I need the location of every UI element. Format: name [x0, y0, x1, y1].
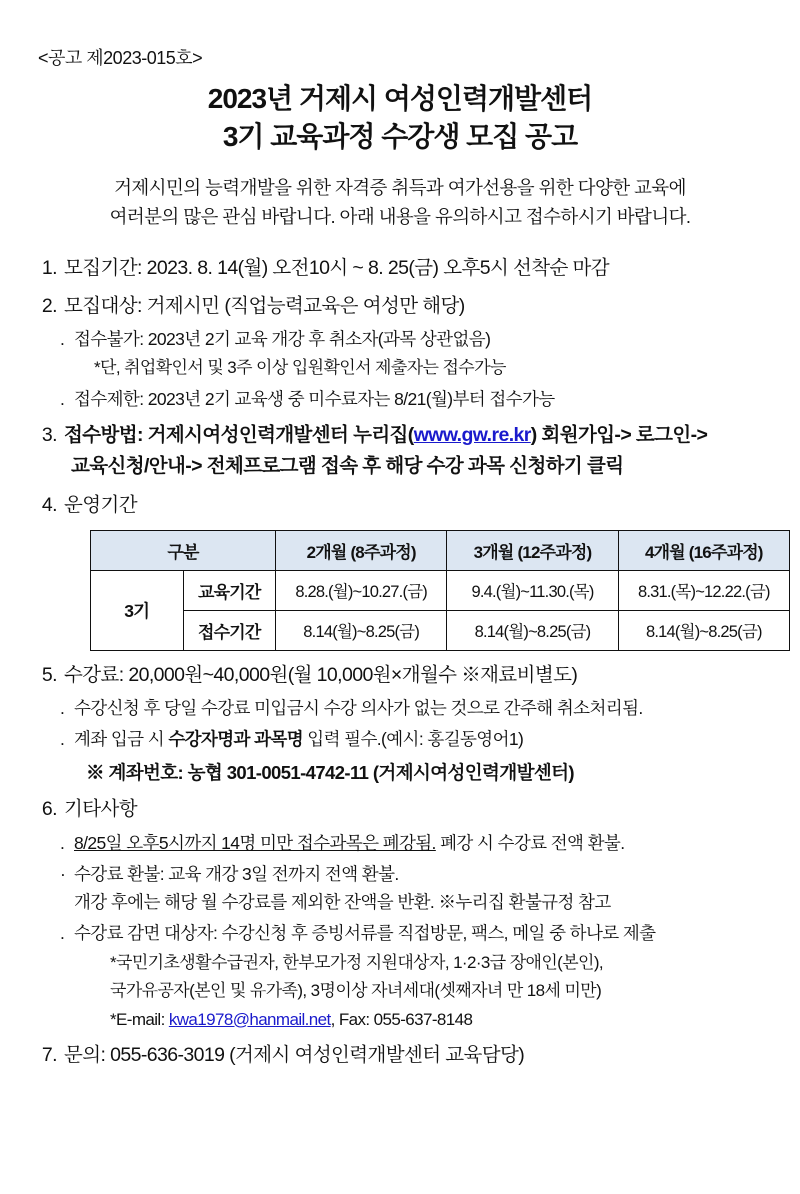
item6-sub-1-underlined: 8/25일 오후5시까지 14명 미만 접수과목은 폐강됨.: [74, 832, 436, 853]
item6-sub-1: [38, 830, 762, 856]
bullet-dot: .: [60, 329, 65, 349]
section-number-7: 7.: [41, 1044, 57, 1066]
section-number-3: 3.: [41, 424, 57, 446]
item3-line-2: 교육신청/안내-> 전체프로그램 접속 후 해당 수강 과목 신청하기 클릭: [71, 455, 624, 478]
title-line-2: 3기 교육과정 수강생 모집 공고: [222, 121, 578, 153]
email-line: [38, 1007, 762, 1033]
cell-0-0: 8.28.(월)~10.27.(금): [276, 570, 447, 610]
cell-1-1: 8.14(월)~8.25(금): [447, 610, 618, 650]
section-item-2: [38, 292, 762, 321]
section-text-6: 기타사항: [64, 798, 137, 821]
item6-sub-1-rest: 폐강 시 수강료 전액 환불.: [435, 832, 625, 853]
intro-paragraph: [38, 174, 762, 231]
item2-sub-1: [38, 326, 762, 352]
document-title: [38, 80, 762, 156]
header-cell-2: 2개월 (8주과정): [276, 530, 447, 570]
section-text-4: 운영기간: [64, 493, 137, 516]
item6-sub-3-note-2: 국가유공자(본인 및 유가족), 3명이상 자녀세대(셋째자녀 만 18세 미만): [110, 981, 602, 1000]
row-label-1: 접수기간: [183, 610, 276, 650]
title-line-1: 2023년 거제시 여성인력개발센터: [207, 83, 593, 114]
section-text-5: 수강료: 20,000원~40,000원(월 10,000원×개월수 ※재료비별도): [64, 663, 578, 686]
item5-sub-2-b: 수강자명과 과목명: [168, 729, 304, 750]
section-text-7: 문의: 055-636-3019 (거제시 여성인력개발센터 교육담당): [64, 1044, 525, 1066]
cell-0-1: 9.4.(월)~11.30.(목): [447, 570, 618, 610]
email-prefix: *E-mail:: [110, 1009, 169, 1029]
bullet-dot: .: [60, 729, 65, 750]
section-number-6: 6.: [41, 798, 57, 821]
item3-prefix: 접수방법: 거제시여성인력개발센터 누리집(: [64, 424, 414, 446]
item6-sub-3-text: 수강료 감면 대상자: 수강신청 후 증빙서류를 직접방문, 팩스, 메일 중 하나로 제출: [74, 923, 656, 944]
document-number: <공고 제2023-015호>: [38, 48, 203, 68]
header-cell-4: 4개월 (16주과정): [618, 530, 789, 570]
item5-sub-2-a: 계좌 입금 시: [74, 729, 169, 750]
header-cell-3: 3개월 (12주과정): [447, 530, 618, 570]
item2-sub-2: [38, 386, 762, 412]
bullet-dot: .: [60, 923, 65, 944]
table-header-row: [91, 530, 790, 570]
section-item-6: [38, 795, 762, 824]
intro-line-2: 여러분의 많은 관심 바랍니다. 아래 내용을 유의하시고 접수하시기 바랍니다.: [109, 205, 691, 227]
item2-sub-2-text: 접수제한: 2023년 2기 교육생 중 미수료자는 8/21(월)부터 접수가능: [74, 388, 555, 409]
section-item-7: [38, 1041, 762, 1070]
group-label: 3기: [91, 570, 184, 650]
item3-suffix: ) 회원가입-> 로그인->: [530, 424, 708, 446]
section-number-2: 2.: [41, 294, 57, 317]
item6-sub-2-text: 수강료 환불: 교육 개강 3일 전까지 전액 환불.: [74, 863, 399, 884]
website-link[interactable]: www.gw.re.kr: [413, 424, 531, 446]
table-row: [91, 570, 790, 610]
header-cell-0: 구분: [91, 530, 276, 570]
account-number-note: ※ 계좌번호: 농협 301-0051-4742-11 (거제시여성인력개발센터): [86, 761, 574, 783]
email-link[interactable]: kwa1978@hanmail.net: [168, 1009, 331, 1029]
item5-sub-2: [38, 726, 762, 752]
section-item-1: [38, 254, 762, 283]
section-text-2: 모집대상: 거제시민 (직업능력교육은 여성만 해당): [64, 294, 465, 317]
section-number-5: 5.: [41, 663, 57, 686]
cell-1-2: 8.14(월)~8.25(금): [618, 610, 789, 650]
section-item-5: [38, 661, 762, 690]
item5-sub-2-c: 입력 필수.(예시: 홍길동영어1): [303, 729, 524, 750]
section-item-3: [38, 421, 762, 450]
section-number-1: 1.: [41, 256, 57, 279]
table-row: [91, 610, 790, 650]
bullet-dot: .: [60, 832, 65, 853]
schedule-table: [90, 530, 790, 651]
section-text-3: [64, 421, 762, 450]
section-number-4: 4.: [41, 493, 57, 516]
item6-sub-2: [38, 861, 762, 887]
bullet-dot: ·: [60, 863, 66, 884]
item6-sub-3-note-1: *국민기초생활수급권자, 한부모가정 지원대상자, 1·2·3급 장애인(본인),: [110, 952, 604, 972]
cell-1-0: 8.14(월)~8.25(금): [276, 610, 447, 650]
item6-sub-3: [38, 920, 762, 946]
item6-sub-2-line2: 개강 후에는 해당 월 수강료를 제외한 잔액을 반환. ※누리집 환불규정 참고: [74, 892, 611, 912]
cell-0-2: 8.31.(목)~12.22.(금): [618, 570, 789, 610]
bullet-dot: .: [60, 698, 65, 718]
row-label-0: 교육기간: [183, 570, 276, 610]
item5-sub-1-text: 수강신청 후 당일 수강료 미입금시 수강 의사가 없는 것으로 간주해 취소처리됨.: [74, 698, 643, 718]
fax-text: , Fax: 055-637-8148: [330, 1009, 473, 1029]
section-item-4: [38, 491, 762, 520]
item5-sub-1: [38, 695, 762, 721]
section-text-1: 모집기간: 2023. 8. 14(월) 오전10시 ~ 8. 25(금) 오후5시 선착순 마감: [64, 256, 610, 279]
item2-sub-1-text: 접수불가: 2023년 2기 교육 개강 후 취소자(과목 상관없음): [74, 329, 491, 349]
intro-line-1: 거제시민의 능력개발을 위한 자격증 취득과 여가선용을 위한 다양한 교육에: [114, 177, 686, 199]
bullet-dot: .: [60, 388, 65, 409]
item2-sub-1-note: *단, 취업확인서 및 3주 이상 입원확인서 제출자는 접수가능: [94, 358, 506, 378]
